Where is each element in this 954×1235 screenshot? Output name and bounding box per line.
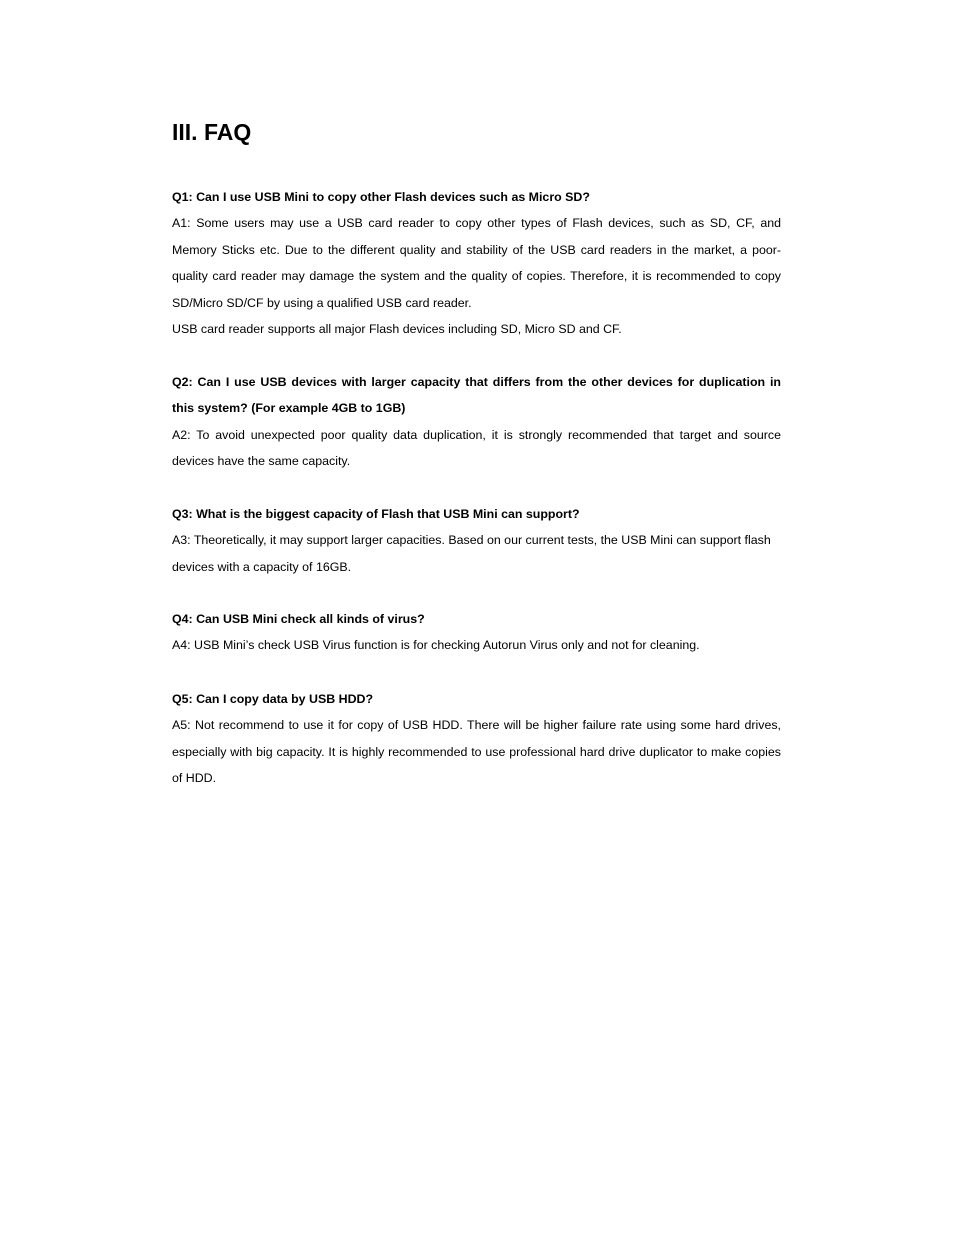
- faq-question: Q5: Can I copy data by USB HDD?: [172, 692, 374, 706]
- faq-answer: A2: To avoid unexpected poor quality data duplication, it is strongly recommended that target and source devices have the same capacity.: [172, 427, 781, 469]
- page-title: III. FAQ: [172, 119, 252, 145]
- faq-question: Q1: Can I use USB Mini to copy other Flash devices such as Micro SD?: [172, 190, 590, 204]
- faq-answer: A3: Theoretically, it may support larger capacities. Based on our current tests, the USB Mini can support flash devices with a capacity of 16GB.: [172, 533, 771, 574]
- faq-answer: A4: USB Mini’s check USB Virus function is for checking Autorun Virus only and not for cleaning.: [172, 638, 700, 653]
- faq-item-q2: [172, 369, 781, 475]
- faq-item-q3: [172, 501, 781, 580]
- faq-answer: A1: Some users may use a USB card reader to copy other types of Flash devices, such as SD, CF, and Memory Sticks etc. Due to the different quality and stability of the USB card readers in the market, a poor-quality card reader may damage the system and the quality of copies. Therefore, it is recommended to copy SD/Micro SD/CF by using a qualified USB card reader.: [172, 216, 781, 310]
- faq-item-q5: [172, 686, 781, 792]
- faq-item-q4: [172, 606, 781, 659]
- faq-item-q1: [172, 184, 781, 342]
- faq-answer-note: USB card reader supports all major Flash devices including SD, Micro SD and CF.: [172, 322, 622, 337]
- faq-question: Q2: Can I use USB devices with larger capacity that differs from the other devices for duplication in this system? (For example 4GB to 1GB): [172, 375, 781, 416]
- faq-question: Q4: Can USB Mini check all kinds of virus?: [172, 612, 425, 626]
- faq-answer: A5: Not recommend to use it for copy of USB HDD. There will be higher failure rate using some hard drives, especially with big capacity. It is highly recommended to use professional hard drive duplicator to make copies of HDD.: [172, 718, 781, 786]
- faq-question: Q3: What is the biggest capacity of Flash that USB Mini can support?: [172, 507, 580, 521]
